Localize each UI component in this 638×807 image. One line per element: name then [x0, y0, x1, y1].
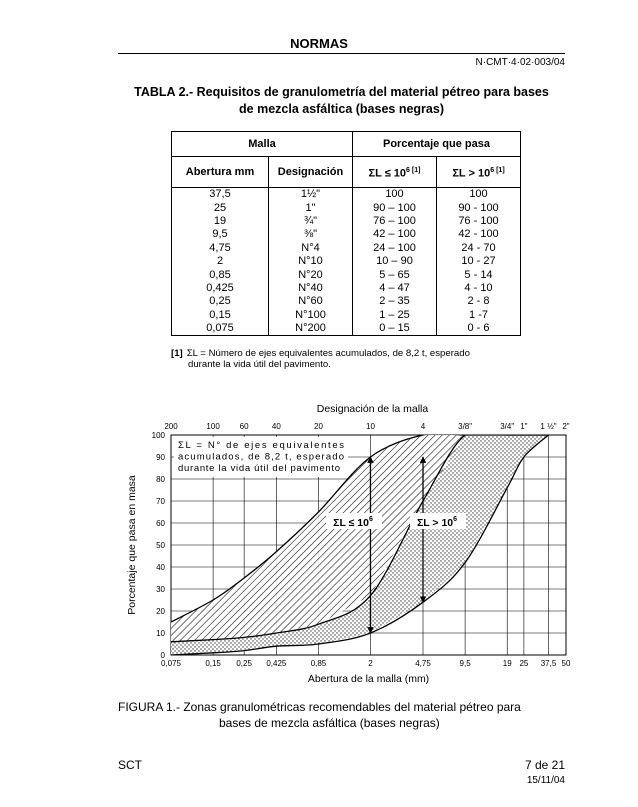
- cell-sigma-gt: 0 - 6: [437, 322, 521, 336]
- top-tick-label: 200: [164, 422, 178, 431]
- cell-sigma-le: 2 – 35: [353, 295, 437, 308]
- header-abertura: Abertura mm: [172, 157, 269, 188]
- cell-abertura: 0,85: [172, 268, 269, 281]
- top-tick-label: 2": [562, 422, 570, 431]
- y-tick-label: 10: [156, 629, 165, 638]
- x-tick-label: 37,5: [540, 659, 557, 668]
- cell-sigma-gt: 24 - 70: [437, 242, 521, 255]
- y-tick-label: 90: [156, 453, 165, 462]
- cell-designacion: N°100: [269, 309, 353, 322]
- chart-title: Designación de la malla: [316, 403, 429, 415]
- x-tick-label: 0,85: [310, 659, 327, 668]
- cell-designacion: N°200: [269, 322, 353, 336]
- cell-sigma-gt: 2 - 8: [437, 295, 521, 308]
- document-header-title: NORMAS: [290, 36, 348, 51]
- y-tick-label: 30: [156, 585, 165, 594]
- cell-abertura: 2: [172, 255, 269, 268]
- y-tick-label: 50: [156, 541, 165, 550]
- cell-abertura: 37,5: [172, 188, 269, 202]
- top-tick-label: 3/8": [458, 422, 473, 431]
- cell-sigma-gt: 5 - 14: [437, 268, 521, 281]
- top-tick-label: 20: [314, 422, 323, 431]
- cell-designacion: ¾": [269, 215, 353, 228]
- cell-abertura: 0,075: [172, 322, 269, 336]
- figure-caption-line-2: bases de mezcla asfáltica (bases negras): [219, 716, 440, 730]
- annotation-line: acumulados, de 8,2 t, esperado: [178, 451, 344, 463]
- cell-sigma-gt: 1 -7: [437, 309, 521, 322]
- cell-designacion: N°40: [269, 282, 353, 295]
- cell-designacion: N°20: [269, 268, 353, 281]
- cell-abertura: 9,5: [172, 228, 269, 241]
- x-tick-label: 9,5: [459, 659, 471, 668]
- cell-abertura: 4,75: [172, 242, 269, 255]
- x-tick-label: 0,075: [160, 659, 182, 668]
- cell-designacion: N°60: [269, 295, 353, 308]
- top-tick-label: 100: [206, 422, 220, 431]
- cell-sigma-le: 90 – 100: [353, 201, 437, 214]
- top-tick-label: 10: [366, 422, 375, 431]
- zone-label: $\Sigma L > 10^6$: [416, 516, 458, 529]
- header-sigma-gt-text: ΣL > 10: [452, 167, 491, 180]
- x-tick-label: 0,15: [205, 659, 221, 668]
- x-tick-label: 50: [561, 659, 571, 668]
- cell-sigma-le: 0 – 15: [353, 322, 437, 336]
- zone-label-exp: 6: [453, 516, 458, 523]
- x-tick-label: 0,25: [236, 659, 252, 668]
- cell-abertura: 0,25: [172, 295, 269, 308]
- x-tick-label: 0,425: [266, 659, 287, 668]
- cell-designacion: 1": [269, 201, 353, 214]
- cell-designacion: N°4: [269, 242, 353, 255]
- zone-label: $\Sigma L \le 10^6$: [333, 516, 373, 529]
- cell-sigma-le: 10 – 90: [353, 255, 437, 268]
- header-porcentaje: Porcentaje que pasa: [353, 132, 521, 157]
- table-title-line-1: TABLA 2.- Requisitos de granulometría del material pétreo para bases: [134, 85, 549, 99]
- annotation-line: ΣL = N° de ejes equivalentes: [178, 440, 344, 451]
- document-code: N·CMT·4·02·003/04: [475, 57, 565, 68]
- cell-abertura: 0,425: [172, 282, 269, 295]
- cell-sigma-gt: 42 - 100: [437, 228, 521, 241]
- cell-designacion: 1½": [269, 188, 353, 202]
- footnote-line-1: ΣL = Número de ejes equivalentes acumulados, de 8,2 t, esperado: [186, 348, 470, 359]
- y-tick-label: 80: [156, 475, 165, 484]
- x-tick-label: 4,75: [415, 659, 431, 668]
- header-sigma-le-text: ΣL ≤ 10: [368, 167, 407, 180]
- cell-abertura: 0,15: [172, 309, 269, 322]
- annotation-line: durante la vida útil del pavimento: [178, 463, 340, 474]
- cell-abertura: 19: [172, 215, 269, 228]
- header-sigma-gt-exp: 6 [1]: [490, 166, 505, 174]
- footer-date: 15/11/04: [526, 775, 565, 786]
- zone-label-exp: 6: [368, 516, 373, 523]
- cell-sigma-gt: 10 - 27: [437, 255, 521, 268]
- cell-sigma-gt: 4 - 10: [437, 282, 521, 295]
- cell-sigma-le: 1 – 25: [353, 309, 437, 322]
- cell-designacion: N°10: [269, 255, 353, 268]
- cell-sigma-le: 5 – 65: [353, 268, 437, 281]
- top-tick-label: 40: [271, 422, 281, 431]
- footer-page: 7 de 21: [524, 758, 565, 772]
- figure-caption-line-1: FIGURA 1.- Zonas granulométricas recomendables del material pétreo para: [118, 700, 521, 714]
- header-malla: Malla: [172, 132, 353, 157]
- cell-sigma-le: 76 – 100: [353, 215, 437, 228]
- top-tick-label: 1 ½": [540, 422, 557, 431]
- y-tick-label: 70: [156, 497, 165, 506]
- cell-sigma-gt: 90 - 100: [437, 201, 521, 214]
- cell-sigma-gt: 76 - 100: [437, 215, 521, 228]
- x-axis-label: Abertura de la malla (mm): [307, 673, 430, 685]
- table-title-line-2: de mezcla asfáltica (bases negras): [239, 102, 444, 116]
- footnote-line-2: durante la vida útil del pavimento.: [188, 359, 331, 370]
- cell-sigma-le: 42 – 100: [353, 228, 437, 241]
- header-designacion: Designación: [269, 157, 353, 188]
- cell-sigma-le: 100: [353, 188, 437, 202]
- y-tick-label: 0: [160, 651, 165, 660]
- cell-designacion: ⅜": [269, 228, 353, 241]
- x-tick-label: 19: [502, 659, 512, 668]
- cell-sigma-gt: 100: [437, 188, 521, 202]
- cell-sigma-le: 4 – 47: [353, 282, 437, 295]
- cell-sigma-le: 24 – 100: [353, 242, 437, 255]
- footnote-ref: [1]: [171, 348, 183, 359]
- top-tick-label: 3/4": [500, 422, 515, 431]
- top-tick-label: 1": [520, 422, 528, 431]
- footer-left: SCT: [118, 758, 142, 772]
- y-tick-label: 20: [156, 607, 165, 616]
- top-tick-label: 60: [239, 422, 249, 431]
- y-tick-label: 60: [156, 519, 165, 528]
- figure-caption: [118, 699, 568, 731]
- y-axis-label: Porcentaje que pasa en masa: [126, 475, 138, 615]
- cell-abertura: 25: [172, 201, 269, 214]
- y-tick-label: 100: [151, 431, 165, 440]
- x-tick-label: 25: [519, 659, 529, 668]
- header-sigma-le-exp: 6 [1]: [406, 166, 421, 174]
- x-tick-label: 2: [368, 659, 373, 668]
- y-tick-label: 40: [156, 563, 165, 572]
- top-tick-label: 4: [420, 422, 426, 431]
